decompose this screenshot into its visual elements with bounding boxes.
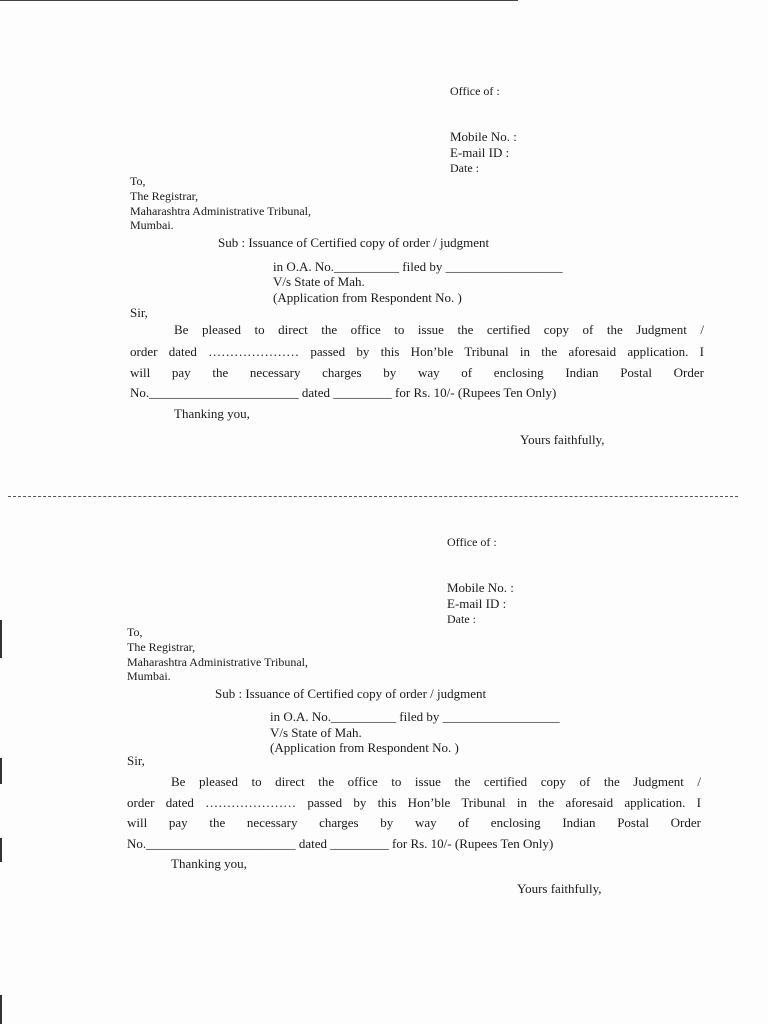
- versus-line: V/s State of Mah.: [273, 274, 365, 289]
- subject-line: Sub : Issuance of Certified copy of order / judgment: [215, 686, 487, 701]
- body-line-3: will pay the necessary charges by way of enclosing Indian Postal Order: [130, 365, 704, 380]
- registrar-line: The Registrar,: [130, 189, 199, 203]
- office-of-label: Office of :: [450, 84, 500, 98]
- to-line: To,: [130, 174, 146, 188]
- body-line-4: No._______________________ dated _________ for Rs. 10/- (Rupees Ten Only): [127, 836, 554, 851]
- tribunal-line: Maharashtra Administrative Tribunal,: [127, 655, 308, 669]
- application-form-top: [0, 0, 768, 470]
- scan-edge-mark: [0, 620, 2, 658]
- scan-edge-mark: [0, 838, 2, 862]
- body-line-2: order dated ………………… passed by this Hon’ble Tribunal in the aforesaid application. I: [130, 344, 704, 359]
- thanks-line: Thanking you,: [171, 856, 247, 871]
- body-line-3: will pay the necessary charges by way of enclosing Indian Postal Order: [127, 815, 701, 830]
- salutation: Sir,: [127, 753, 145, 768]
- registrar-line: The Registrar,: [127, 640, 196, 654]
- date-label: Date :: [447, 612, 476, 626]
- respondent-line: (Application from Respondent No. ): [273, 290, 462, 305]
- body-line-1: Be pleased to direct the office to issue the certified copy of the Judgment /: [171, 774, 701, 789]
- thanks-line: Thanking you,: [174, 406, 250, 421]
- respondent-line: (Application from Respondent No. ): [270, 740, 459, 755]
- office-of-label: Office of :: [447, 535, 497, 549]
- body-line-2: order dated ………………… passed by this Hon’ble Tribunal in the aforesaid application. I: [127, 795, 701, 810]
- body-line-1: Be pleased to direct the office to issue the certified copy of the Judgment /: [174, 322, 704, 337]
- oa-number-line: in O.A. No.__________ filed by __________________: [270, 709, 560, 724]
- salutation: Sir,: [130, 305, 148, 320]
- closing-line: Yours faithfully,: [520, 432, 605, 447]
- city-line: Mumbai.: [127, 669, 171, 683]
- closing-line: Yours faithfully,: [517, 881, 602, 896]
- to-line: To,: [127, 625, 143, 639]
- versus-line: V/s State of Mah.: [270, 725, 362, 740]
- email-label: E-mail ID :: [447, 596, 507, 611]
- tribunal-line: Maharashtra Administrative Tribunal,: [130, 204, 311, 218]
- date-label: Date :: [450, 161, 479, 175]
- mobile-label: Mobile No. :: [447, 580, 514, 595]
- email-label: E-mail ID :: [450, 145, 510, 160]
- mobile-label: Mobile No. :: [450, 129, 517, 144]
- body-line-4: No._______________________ dated _________ for Rs. 10/- (Rupees Ten Only): [130, 385, 557, 400]
- subject-line: Sub : Issuance of Certified copy of order / judgment: [218, 235, 490, 250]
- application-form-bottom: [0, 451, 768, 921]
- city-line: Mumbai.: [130, 218, 174, 232]
- scan-edge-mark: [0, 995, 2, 1024]
- oa-number-line: in O.A. No.__________ filed by __________________: [273, 259, 563, 274]
- scan-edge-mark: [0, 758, 2, 784]
